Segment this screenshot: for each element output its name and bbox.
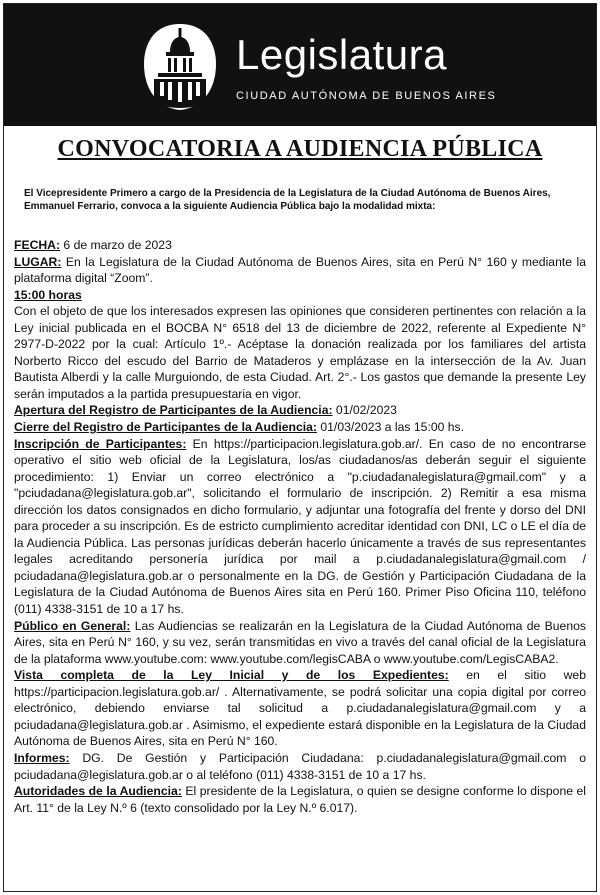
informes-label: Informes: [14, 750, 70, 765]
notice-frame [3, 3, 597, 892]
cierre-value: 01/03/2023 a las 15:00 hs. [316, 420, 465, 435]
inscripcion-paragraph [14, 436, 586, 618]
notice-body [14, 237, 586, 816]
cierre-line [14, 419, 586, 436]
autoridades-label: Autoridades de la Audiencia: [14, 784, 182, 799]
vista-label: Vista completa de la Ley Inicial y de los Expedientes: [14, 668, 449, 683]
legislature-palace-dome-icon [144, 22, 216, 112]
lugar-line [14, 254, 586, 287]
publico-label: Público en General: [14, 618, 131, 633]
informes-paragraph [14, 750, 586, 783]
hora-label: 15:00 horas [14, 287, 82, 302]
apertura-label: Apertura del Registro de Participantes de la Audiencia: [14, 403, 333, 418]
inscripcion-value: En https://participacion.legislatura.gob.ar/. En caso de no encontrarse operativo el sitio web oficial de la Legislatura, los/as ciudadanos/as deberán seguir el siguiente procedimiento: 1) Enviar un correo electrónico a "p.ciudadanalegislatura@gmail.com" y a "pciudadana@legislatura.gob.ar", solicitando el formulario de inscripción. 2) Remitir a esa misma dirección los datos consignados en dicho formulario, y adjuntar una fotografía del frente y dorso del DNI para proceder a su inscripción. Es de estricto cumplimiento acreditar identidad con DNI, LC o LE el día de la Audiencia Pública. Las personas jurídicas deberán hacerlo únicamente a través de sus representantes legales acreditando personería jurídica por mail a p.ciudadanalegislatura@gmail.com / pciudadana@legislatura.gob.ar o personalmente en la DG. de Gestión y Participación Ciudadana de la Legislatura de la Ciudad Autónoma de Buenos Aires sita en Perú 160. Primer Piso Oficina 110, teléfono (011) 4338-3151 de 10 a 17 hs. [14, 436, 587, 617]
brand-name: Legislatura [236, 31, 447, 78]
apertura-line [14, 402, 586, 419]
vista-paragraph [14, 667, 586, 750]
lugar-value: En la Legislatura de la Ciudad Autónoma de Buenos Aires, sita en Perú N° 160 y mediante la plataforma digital “Zoom”. [14, 254, 586, 286]
fecha-line [14, 237, 586, 254]
hora-line [14, 287, 586, 304]
publico-value: Las Audiencias se realizarán en la Legislatura de la Ciudad Autónoma de Buenos Aires, sita en Perú N° 160, y su vez, serán transmitidas en vivo a través del canal oficial de la Legislatura de la plataforma www.youtube.com: www.youtube.com/legisCABA o www.youtube.com/LegisCABA2. [14, 618, 586, 666]
publico-paragraph [14, 618, 586, 668]
autoridades-paragraph [14, 783, 586, 816]
page-title: CONVOCATORIA A AUDIENCIA PÚBLICA [57, 136, 543, 162]
vista-value: en el sitio web https://participacion.legislatura.gob.ar/ . Alternativamente, se podrá solicitar una copia digital por correo electrónico, debiendo enviarse tal solicitud a p.ciudadanalegislatura@gmail.com y a pciudadana@legislatura.gob.ar . Asimismo, el expediente estará disponible en la Legislatura de la Ciudad Autónoma de Buenos Aires, sita en Perú N° 160. [14, 668, 586, 749]
objeto-paragraph: Con el objeto de que los interesados expresen las opiniones que consideren pertinentes con relación a la Ley inicial publicada en el BOCBA N° 6518 del 13 de diciembre de 2022, referente al Expediente N° 2977-D-2022 por la cual: Artículo 1º.- Acéptase la donación realizada por los familiares del artista Norberto Ricco del escudo del Barrio de Mataderos y emplázase en la intersección de la Av. Juan Bautista Alberdi y la calle Murguiondo, de esta Ciudad. Art. 2°.- Los gastos que demande la presente Ley serán imputados a la partida presupuestaria en vigor. [14, 304, 586, 401]
informes-value: DG. De Gestión y Participación Ciudadana: p.ciudadanalegislatura@gmail.com o pciudadana@legislatura.gob.ar o al teléfono (011) 4338-3151 de 10 a 17 hs. [14, 750, 586, 782]
intro-paragraph: El Vicepresidente Primero a cargo de la Presidencia de la Legislatura de la Ciudad Autónoma de Buenos Aires, Emmanuel Ferrario, convoca a la siguiente Audiencia Pública bajo la modalidad mixta: [24, 188, 551, 212]
header-banner [4, 4, 596, 126]
apertura-value: 01/02/2023 [332, 403, 397, 418]
lugar-label: LUGAR: [14, 254, 62, 269]
cierre-label: Cierre del Registro de Participantes de la Audiencia: [14, 420, 317, 435]
brand-subtitle: CIUDAD AUTÓNOMA DE BUENOS AIRES [236, 90, 497, 102]
fecha-value: 6 de marzo de 2023 [60, 238, 172, 252]
autoridades-value: El presidente de la Legislatura, o quien se designe conforme lo dispone el Art. 11° de la Ley N.º 6 (texto consolidado por la Ley N.º 6.017). [14, 784, 587, 815]
inscripcion-label: Inscripción de Participantes: [14, 436, 187, 451]
fecha-label: FECHA: [14, 238, 61, 252]
